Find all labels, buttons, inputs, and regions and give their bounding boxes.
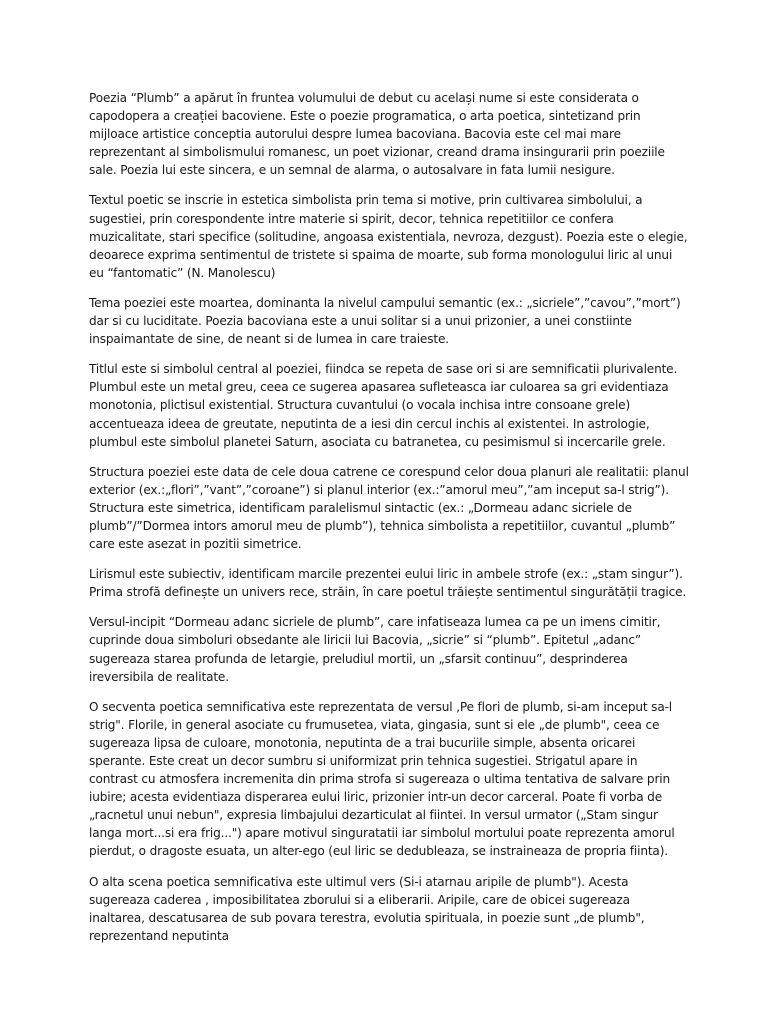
paragraph-lyricism: Lirismul este subiectiv, identificam marcile prezentei eului liric in ambele strofe (ex.: „stam singur”). Prima strofă definește un univers rece, străin, în care poetul trăiește sentimentul singurătății tragice. xyxy=(89,567,687,600)
paragraph-theme: Tema poeziei este moartea, dominanta la nivelul campului semantic (ex.: „sicriele”,”cavou”,”mort”) dar si cu luciditate. Poezia bacoviana este a unui solitar si a unui prizonier, a unei constiinte inspaimantate de sine, de neant si de lumea in care traieste. xyxy=(89,295,681,347)
paragraph-title: Titlul este si simbolul central al poeziei, fiindca se repeta de sase ori si are semnificatii plurivalente. Plumbul este un metal greu, ceea ce sugerea apasarea sufleteasca iar culoarea sa gri evidentiaza monotonia, plictisul existential. Structura cuvantului (o vocala inchisa intre consoane grele) accentueaza ideea de greutate, neputinta de a iesi din cercul inchis al existentei. In astrologie, plumbul este simbolul planetei Saturn, asociata cu batranetea, cu pesimismul si incercarile grele. xyxy=(89,362,678,449)
document-body xyxy=(89,89,689,957)
paragraph-intro: Poezia “Plumb” a apărut în fruntea volumului de debut cu același nume si este considerata o capodopera a creației bacoviene. Este o poezie programatica, o arta poetica, sintetizand prin mijloace artistice conceptia autorului despre lumea bacoviana. Bacovia este cel mai mare reprezentant al simbolismului romanesc, un poet vizionar, creand drama insingurarii prin poeziile sale. Poezia lui este sincera, e un semnal de alarma, o autosalvare in fata lumii nesigure. xyxy=(89,91,665,178)
paragraph-sequence-two: O alta scena poetica semnificativa este ultimul vers (Si-i atarnau aripile de plumb"). Acesta sugereaza caderea , imposibilitatea zborului si a eliberarii. Aripile, care de obicei sugereaza inaltarea, descatusarea de sub povara terestra, evolutia spirituala, in poezie sunt „de plumb", reprezentand neputinta xyxy=(89,874,645,943)
paragraph-incipit: Versul-incipit “Dormeau adanc sicriele de plumb”, care infatiseaza lumea ca pe un imens cimitir, cuprinde doua simboluri obsedante ale liricii lui Bacovia, „sicrie” si “plumb”. Epitetul „adanc” sugereaza starea profunda de letargie, preludiul mortii, un „sfarsit continuu”, desprinderea ireversibila de realitate. xyxy=(89,615,661,684)
paragraph-sequence-one: O secventa poetica semnificativa este reprezentata de versul ‚Pe flori de plumb, si-am inceput sa-l strig". Florile, in general asociate cu frumusetea, viata, gingasia, sunt si ele „de plumb", ceea ce sugereaza lipsa de culoare, monotonia, neputinta de a trai bucuriile simple, absenta oricarei sperante. Este creat un decor sumbru si uniformizat prin tehnica sugestiei. Strigatul apare in contrast cu atmosfera incremenita din prima strofa si sugereaza o ultima tentativa de salvare prin iubire; acesta evidentiaza disperarea eului liric, prizonier intr-un decor carceral. Poate fi vorba de „racnetul unui nebun", expresia limbajului dezarticulat al fiintei. In versul urmator („Stam singur langa mort...si era frig...") apare motivul singuratatii iar simbolul mortului poate reprezenta amorul pierdut, o dragoste esuata, un alter-ego (eul liric se dedubleaza, se instraineaza de propria fiinta). xyxy=(89,699,675,859)
paragraph-structure: Structura poeziei este data de cele doua catrene ce corespund celor doua planuri ale realitatii: planul exterior (ex.:„flori”,”vant”,”coroane”) si planul interior (ex.:”amorul meu”,”am inceput sa-l strig”). Structura este simetrica, identificam paralelismul sintactic (ex.: „Dormeau adanc sicriele de plumb”/”Dormea intors amorul meu de plumb”), tehnica simbolista a repetitiilor, cuvantul „plumb” care este asezat in pozitii simetrice. xyxy=(89,464,689,552)
paragraph-aesthetics: Textul poetic se inscrie in estetica simbolista prin tema si motive, prin cultivarea simbolului, a sugestiei, prin corespondente intre materie si spirit, decor, tehnica repetitiilor ce confera muzicalitate, stari specifice (solitudine, angoasa existentiala, nevroza, dezgust). Poezia este o elegie, deoarece exprima sentimentul de tristete si spaima de moarte, sub forma monologului liric al unui eu “fantomatic” (N. Manolescu) xyxy=(89,193,688,280)
